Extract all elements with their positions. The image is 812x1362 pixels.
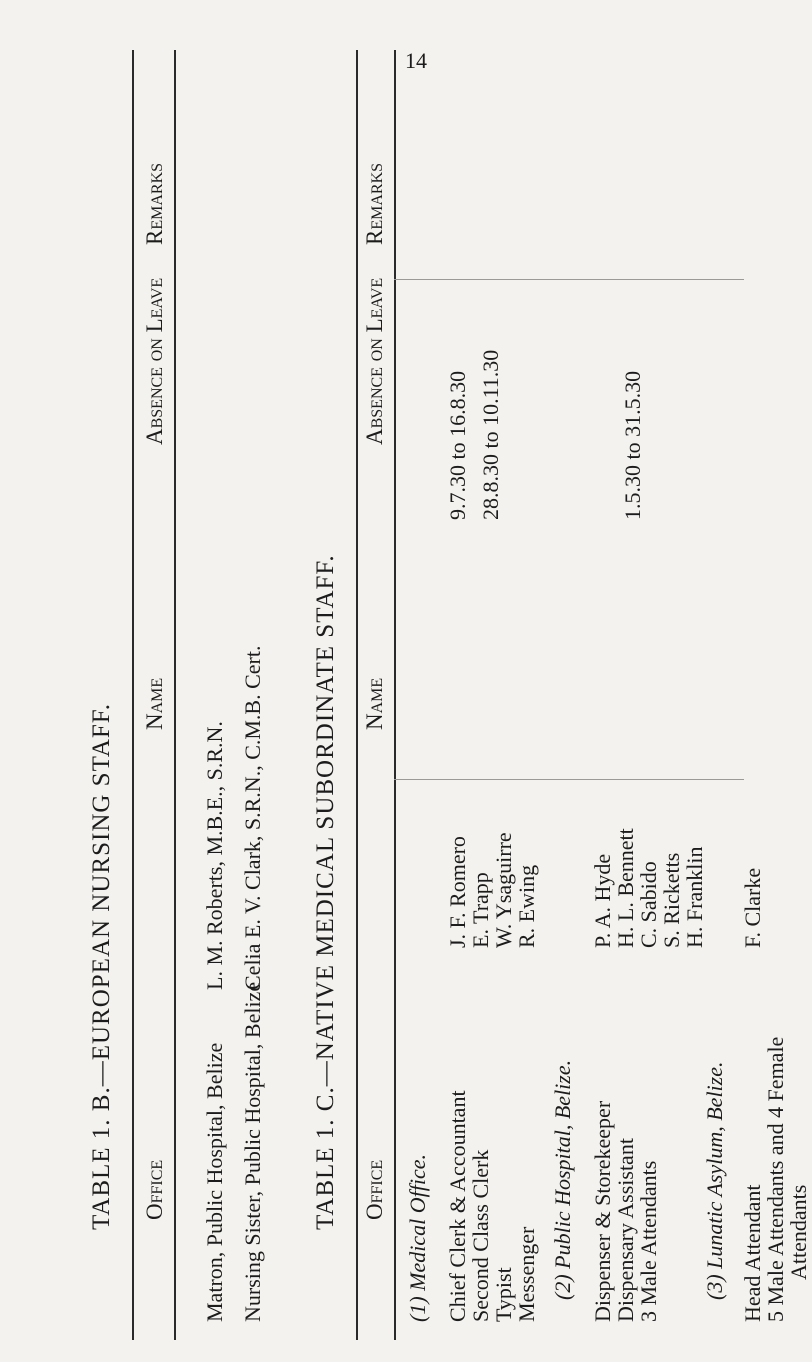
section2-row2-name: H. L. Bennett xyxy=(613,828,638,948)
table2-caption: TABLE 1. C.—NATIVE MEDICAL SUBORDINATE STAFF. xyxy=(312,554,339,1230)
table1-row2-office: Nursing Sister, Public Hospital, Belize xyxy=(240,981,265,1322)
section1-row4-office: Messenger xyxy=(514,1226,539,1322)
section2-row3-name: C. Sabido xyxy=(636,861,661,948)
section1-row1-absence: 9.7.30 to 16.8.30 xyxy=(445,370,470,520)
table1-header-name: Name xyxy=(142,677,167,730)
section3-row2-office: 5 Male Attendants and 4 Female xyxy=(763,1036,788,1322)
table1-row1-office: Matron, Public Hospital, Belize xyxy=(202,1042,227,1322)
section3-row3-office: Attendants xyxy=(786,1184,811,1280)
section2-row3-office: 3 Male Attendants xyxy=(636,1160,661,1322)
section1-row1-name: J. F. Romero xyxy=(445,836,470,948)
table2-column-rule-remarks xyxy=(394,279,744,280)
table1-header-remarks: Remarks xyxy=(142,162,167,245)
section1-row1-office: Chief Clerk & Accountant xyxy=(445,1090,470,1322)
section2-row3-absence: 1.5.30 to 31.5.30 xyxy=(620,370,645,520)
section2-row2-office: Dispensary Assistant xyxy=(613,1138,638,1322)
section3-row1-name: F. Clarke xyxy=(740,867,765,948)
section2-row5-name: H. Franklin xyxy=(682,846,707,948)
section1-row2-office: Second Class Clerk xyxy=(468,1149,493,1322)
table1-top-rule xyxy=(132,50,134,1340)
section2-row1-name: P. A. Hyde xyxy=(590,853,615,948)
table1-header-absence: Absence on Leave xyxy=(142,277,167,445)
table2-header-remarks: Remarks xyxy=(362,162,387,245)
section1-row4-name: R. Ewing xyxy=(514,864,539,948)
table2-header-name: Name xyxy=(362,677,387,730)
table2-header-absence: Absence on Leave xyxy=(362,277,387,445)
table1-row1-name: L. M. Roberts, M.B.E., S.R.N. xyxy=(202,721,227,990)
section3-row1-office: Head Attendant xyxy=(740,1184,765,1322)
table1-header-rule xyxy=(174,50,176,1340)
section1-row2-absence: 28.8.30 to 10.11.30 xyxy=(478,349,503,520)
table2-header-office: Office xyxy=(362,1159,387,1220)
section2-row4-name: S. Ricketts xyxy=(659,852,684,948)
rotated-tables xyxy=(50,50,811,1340)
section1-row3-office: Typist xyxy=(491,1267,516,1322)
section1-row2-name: E. Trapp xyxy=(468,872,493,948)
section1-title: (1) Medical Office. xyxy=(405,1154,430,1322)
table1-header-office: Office xyxy=(142,1159,167,1220)
table2-top-rule xyxy=(356,50,358,1340)
table2-header-rule xyxy=(394,50,396,1340)
page-number: 14 xyxy=(405,48,427,73)
section2-row1-office: Dispenser & Storekeeper xyxy=(590,1100,615,1322)
table1-caption: TABLE 1. B.—EUROPEAN NURSING STAFF. xyxy=(88,703,115,1230)
section2-title: (2) Public Hospital, Belize. xyxy=(550,1059,575,1300)
section1-row3-name: W. Ysaguirre xyxy=(491,832,516,948)
section3-title: (3) Lunatic Asylum, Belize. xyxy=(702,1061,727,1300)
table2-column-rule-name xyxy=(394,779,744,780)
table1-row2-name: Celia E. V. Clark, S.R.N., C.M.B. Cert. xyxy=(240,645,265,990)
